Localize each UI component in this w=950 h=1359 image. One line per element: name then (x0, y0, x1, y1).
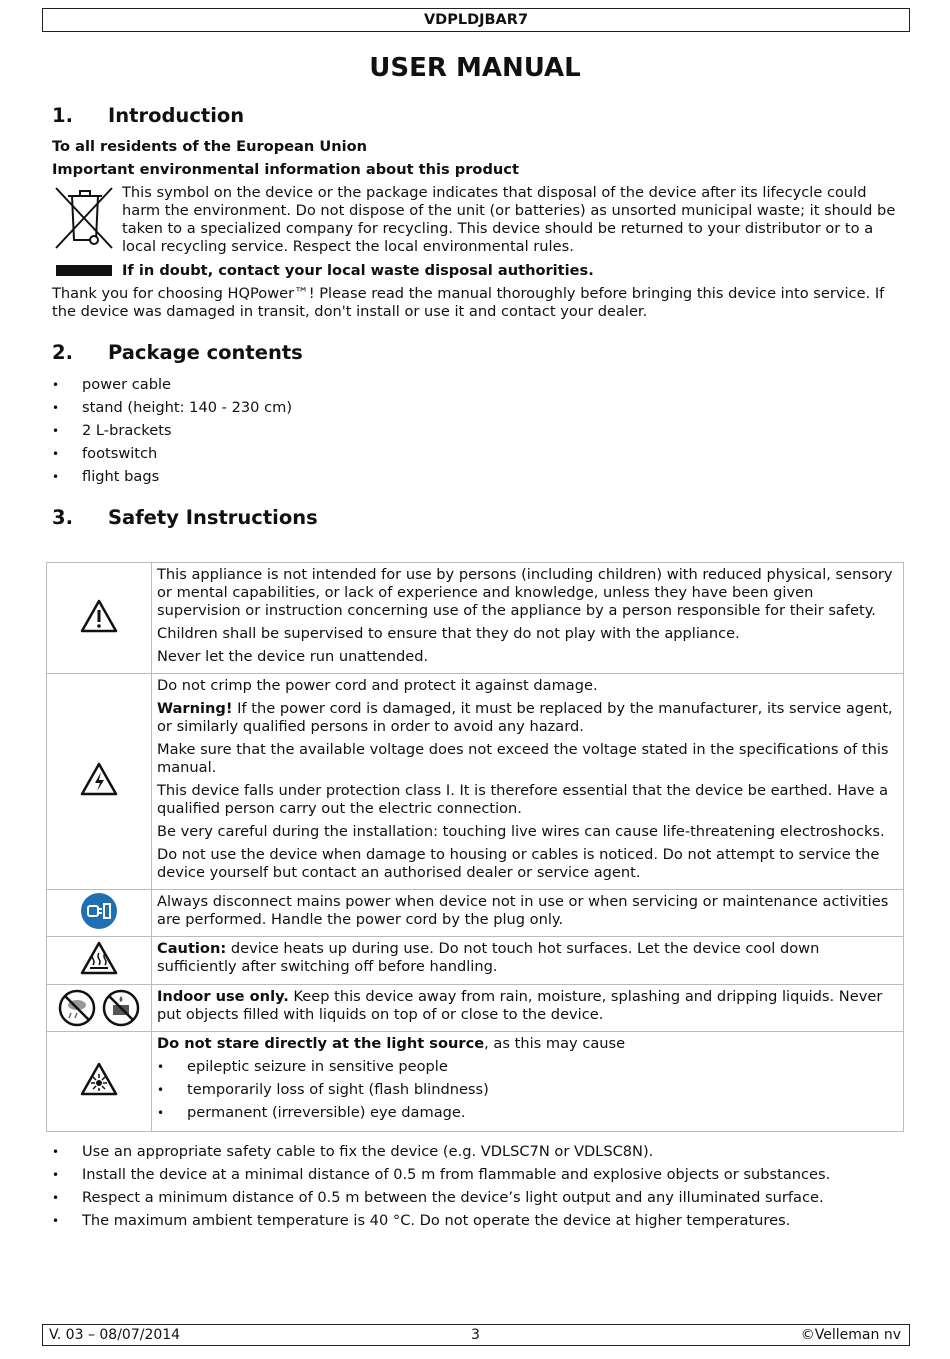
table-row (47, 1032, 904, 1132)
caution-text: device heats up during use. Do not touch hot surfaces. Let the device cool down sufficiently after switching off before handling. (157, 940, 820, 975)
safety-text: Do not crimp the power cord and protect it against damage. (157, 677, 598, 694)
light-warning-label: Do not stare directly at the light source (157, 1035, 485, 1052)
safety-text (157, 700, 899, 736)
thank-you-text: Thank you for choosing HQPower™! Please read the manual thoroughly before bringing this device into service. If the device was damaged in transit, don't install or use it and contact your dealer. (52, 285, 885, 320)
unplug-mains-icon (80, 892, 118, 930)
safety-text (157, 940, 899, 976)
icon-cell (47, 890, 152, 937)
icon-cell (47, 563, 152, 674)
safety-table (46, 562, 904, 1132)
weee-bin-icon (52, 184, 116, 252)
text-cell (152, 937, 904, 985)
environment-info-line: Important environmental information about this product (52, 161, 519, 178)
section-number: 3. (52, 506, 73, 529)
warning-text: If the power cord is damaged, it must be replaced by the manufacturer, its service agent, or similarly qualified persons in order to avoid any hazard. (157, 700, 893, 735)
safety-text: Always disconnect mains power when device not in use or when servicing or maintenance activities are performed. Handle the power cord by the plug only. (157, 893, 889, 928)
list-item: • The maximum ambient temperature is 40 °C. Do not operate the device at higher temperatures. (52, 1212, 830, 1235)
no-liquid-icon (102, 989, 140, 1027)
list-item: • flight bags (52, 468, 292, 491)
section-number: 1. (52, 104, 73, 127)
section-title: Introduction (108, 104, 245, 127)
list-item: • epileptic seizure in sensitive people (157, 1058, 899, 1076)
safety-text: Never let the device run unattended. (157, 648, 429, 665)
version-label: V. 03 – 08/07/2014 (49, 1327, 181, 1343)
model-name: VDPLDJBAR7 (423, 12, 529, 28)
eu-residents-line: To all residents of the European Union (52, 138, 368, 155)
contact-authorities-text: If in doubt, contact your local waste disposal authorities. (122, 262, 594, 279)
section-package-heading (52, 341, 303, 365)
table-row (47, 890, 904, 937)
icon-cell (47, 985, 152, 1032)
hot-surface-icon (80, 941, 118, 975)
table-row (47, 985, 904, 1032)
section-introduction-heading (52, 104, 244, 128)
safety-text: This appliance is not intended for use by persons (including children) with reduced physical, sensory or mental capabilities, or lack of experience and knowledge, unless they have been given supervision or instruction concerning use of the appliance by a person responsible for their safety. (157, 566, 893, 619)
list-item: • Respect a minimum distance of 0.5 m between the device’s light output and any illuminated surface. (52, 1189, 830, 1212)
safety-text (157, 1035, 899, 1053)
icon-cell (47, 674, 152, 890)
light-source-icon (80, 1062, 118, 1096)
list-item: • 2 L-brackets (52, 422, 292, 445)
text-cell (152, 674, 904, 890)
copyright-label: ©Velleman nv (800, 1327, 901, 1343)
icon-cell (47, 1032, 152, 1132)
section-title: Safety Instructions (108, 506, 318, 529)
safety-text: Children shall be supervised to ensure that they do not play with the appliance. (157, 625, 740, 642)
list-item: • permanent (irreversible) eye damage. (157, 1104, 899, 1122)
safety-text: This device falls under protection class I. It is therefore essential that the device be earthed. Have a qualified person carry out the electric connection. (157, 782, 889, 817)
section-title: Package contents (108, 341, 303, 364)
list-item: • Use an appropriate safety cable to fix the device (e.g. VDLSC7N or VDLSC8N). (52, 1143, 830, 1166)
package-list (52, 376, 292, 491)
safety-text: Be very careful during the installation: touching live wires can cause life-threatening electroshocks. (157, 823, 885, 840)
safety-text (157, 988, 899, 1024)
text-cell (152, 890, 904, 937)
electric-hazard-icon (80, 762, 118, 796)
list-item: • Install the device at a minimal distance of 0.5 m from flammable and explosive objects or substances. (52, 1166, 830, 1189)
indoor-use-label: Indoor use only. (157, 988, 289, 1005)
list-item: • power cable (52, 376, 292, 399)
list-item: • footswitch (52, 445, 292, 468)
no-rain-icon (58, 989, 96, 1027)
table-row (47, 563, 904, 674)
black-bar-symbol (56, 265, 112, 276)
safety-text: Make sure that the available voltage does not exceed the voltage stated in the specifications of this manual. (157, 741, 889, 776)
icon-cell (47, 937, 152, 985)
table-row (47, 937, 904, 985)
list-item: • temporarily loss of sight (flash blindness) (157, 1081, 899, 1099)
list-item: • stand (height: 140 - 230 cm) (52, 399, 292, 422)
text-cell (152, 563, 904, 674)
table-row (47, 674, 904, 890)
section-number: 2. (52, 341, 73, 364)
safety-text: Do not use the device when damage to housing or cables is noticed. Do not attempt to service the device yourself but contact an authorised dealer or service agent. (157, 846, 880, 881)
light-risk-list (157, 1058, 899, 1122)
caution-label: Caution: (157, 940, 227, 957)
indoor-use-text: Keep this device away from rain, moisture, splashing and dripping liquids. Never put objects filled with liquids on top of or close to the device. (157, 988, 883, 1023)
page-title: USER MANUAL (369, 53, 581, 83)
light-warning-text: , as this may cause (484, 1035, 626, 1052)
page-number: 3 (471, 1327, 480, 1343)
footer-bar (42, 1324, 910, 1346)
warning-label: Warning! (157, 700, 233, 717)
section-safety-heading (52, 506, 318, 530)
header-bar (42, 8, 910, 32)
disposal-symbol-text: This symbol on the device or the package indicates that disposal of the device after its lifecycle could harm the environment. Do not dispose of the unit (or batteries) as unsorted municipal waste; it should be taken to a specialized company for recycling. This device should be returned to your distributor or to a local recycling service. Respect the local environmental rules. (122, 184, 896, 255)
safety-bullet-list (52, 1143, 830, 1235)
text-cell (152, 1032, 904, 1132)
text-cell (152, 985, 904, 1032)
warning-triangle-icon (80, 599, 118, 633)
